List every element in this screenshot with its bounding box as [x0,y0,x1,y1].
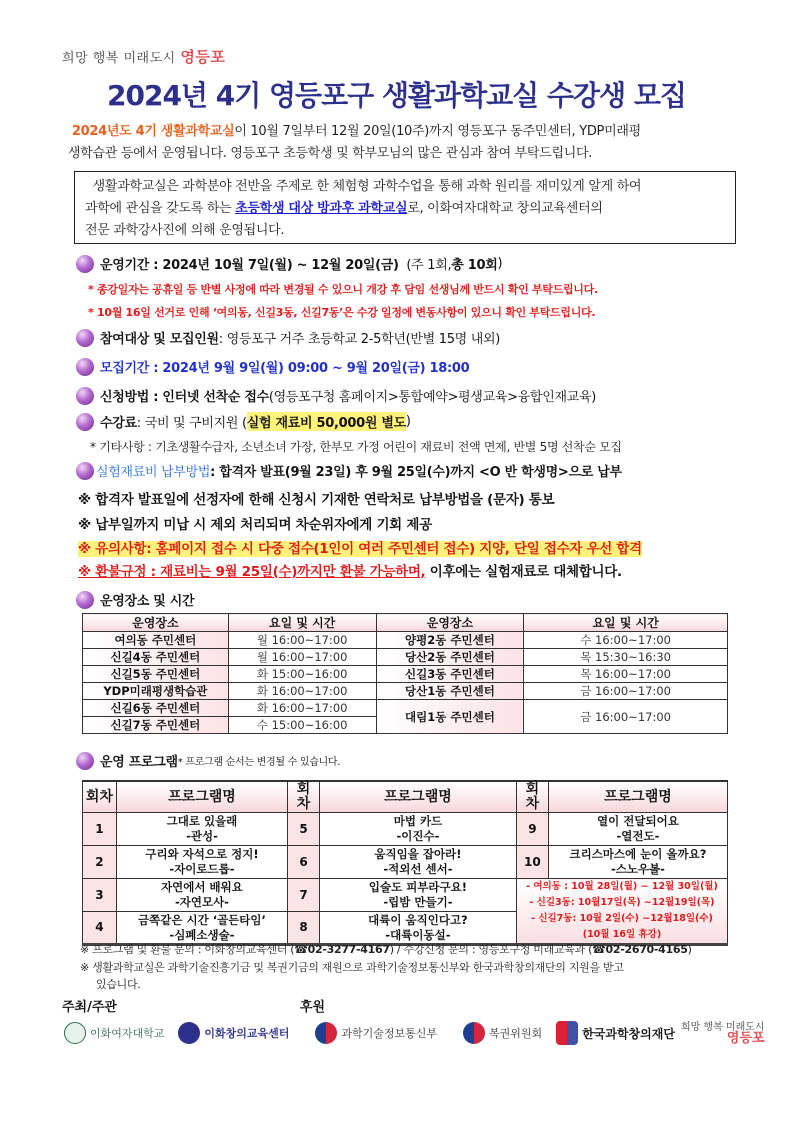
description-line2-pre: 과학에 관심을 갖도록 하는 [85,201,236,216]
program-title: 열이 전달되어요 [597,814,679,828]
time-cell: 목 15:30~16:30 [524,649,728,666]
time-cell: 목 16:00~17:00 [524,666,728,683]
logo-city: 영등포 [726,1030,765,1046]
logo-label: 과학기술정보통신부 [341,1027,438,1040]
logo-msit [315,1022,437,1044]
program-cell [116,813,287,846]
round-cell: 5 [288,813,320,846]
header-program: 프로그램명 [116,781,287,813]
logo-yeongdeungpo [681,1022,765,1045]
program-cell [116,879,287,912]
refund-rest: 이후에는 실험재료로 대체합니다. [425,564,622,580]
place-cell: 신길4동 주민센터 [83,649,229,666]
schedule-note: (10월 16일 휴강) [582,929,662,940]
contact-phone-2: ☎02-2670-4165 [592,943,688,956]
period-note-1: * 종강일자는 공휴일 등 반별 사정에 따라 변경될 수 있으니 개강 후 담임 선생님께 반드시 확인 부탁드립니다. [88,283,598,296]
table-row [83,666,728,683]
fee-highlight: 실험 재료비 50,000원 별도 [247,412,406,431]
logo-label: 한국과학창의재단 [582,1026,675,1041]
time-cell: 월 16:00~17:00 [228,632,376,649]
recruit-label: 모집기간 : 2024년 9월 9일(월) 09:00 ~ 9월 20일(금) 18:00 [100,361,470,376]
logo-label: 희망 행복 미래도시 [680,1021,765,1033]
logo-label: 복권위원회 [489,1027,543,1040]
header-program: 프로그램명 [548,781,727,813]
place-cell: 당산2동 주민센터 [376,649,524,666]
locations-label: 운영장소 및 시간 [100,594,195,609]
caution-text: ※ 유의사항: 홈페이지 접수 시 다중 접수(1인이 여러 주민센터 접수) 지양, 단일 접수자 우선 합격 [78,541,642,557]
place-cell: 당산1동 주민센터 [376,683,524,700]
section-period [76,254,502,273]
round-cell: 1 [83,813,117,846]
section-fee [76,412,411,431]
refund-policy [78,560,622,580]
logo-kofac [556,1021,675,1045]
header-place: 운영장소 [376,614,524,632]
program-label: 운영 프로그램 [100,755,178,770]
contact-pre: ※ 프로그램 및 환불 문의 : 이화창의교육센터 ( [80,943,295,956]
schedule-note: - 신길3동: 10월17일(목) ~12월19일(목) [529,897,715,908]
program-title: 입술도 피부라구요! [368,880,467,894]
program-subtitle: -심폐소생술- [169,927,235,942]
fee-value: : 국비 및 구비지원 ( [136,416,247,431]
fee-etc-note: * 기타사항 : 기초생활수급자, 소년소녀 가장, 한부모 가정 어린이 재료비 전액 면제, 반별 5명 선착순 모집 [90,440,622,454]
intro-highlight: 2024년도 4기 생활과학교실 [71,124,235,139]
place-cell: 대림1동 주민센터 [376,700,524,734]
program-title: 자연에서 배워요 [161,880,243,894]
intro-line2: 생학습관 등에서 운영됩니다. 영등포구 초등학생 및 학부모님의 많은 관심과 참여 부탁드립니다. [68,146,593,161]
period-label: 운영기간 : 2024년 10월 7일(월) ~ 12월 20일(금) [100,258,399,273]
intro-line1: 이 10월 7일부터 12월 20일(10주)까지 영등포구 동주민센터, YDP미래평 [234,124,641,139]
apply-label: 신청방법 : 인터넷 선착순 접수 [100,390,269,405]
round-cell: 10 [516,846,548,879]
logo-ewha-university [64,1022,164,1044]
ewha-emblem-icon [64,1022,86,1044]
bullet-icon [76,358,94,376]
round-cell: 9 [516,813,548,846]
place-cell: 양평2동 주민센터 [376,632,524,649]
place-cell: 여의동 주민센터 [83,632,229,649]
slogan-prefix: 희망 행복 미래도시 [62,51,176,66]
table-row [83,700,728,717]
bullet-icon [76,413,94,431]
schedule-notes-cell [516,879,727,945]
program-cell [116,846,287,879]
period-extra-post: ) [497,256,503,271]
section-program [76,751,340,770]
payment-ref-2: ※ 납부일까지 미납 시 제외 처리되며 차순위자에게 기회 제공 [78,517,432,533]
section-payment [76,461,622,480]
program-subtitle: -이진수- [396,829,440,843]
contact-mid: ) / 수강신청 문의 : 영등포구청 미래교육과 ( [389,943,593,956]
fee-label: 수강료 [100,416,137,431]
sponsor-label: 후원 [300,1000,326,1015]
description-box [74,171,736,244]
section-locations [76,590,194,609]
time-cell: 수 15:00~16:00 [228,717,376,734]
program-title: 금쪽같은 시간 ‘골든타임’ [138,912,266,927]
description-line1: 생활과학교실은 과학분야 전반을 주제로 한 체험형 과학수업을 통해 과학 원리를 재미있게 알게 하여 [92,179,642,194]
period-extra-pre: (주 1회, [406,258,452,273]
funding-line-2: 있습니다. [96,978,141,991]
contact-info [80,941,692,957]
payment-value: : 합격자 발표(9월 23일) 후 9월 25일(수)까지 <O 반 학생명>으로 납부 [210,465,622,480]
program-subtitle: -열전도- [616,829,660,843]
program-note: * 프로그램 순서는 변경될 수 있습니다. [177,757,341,768]
program-subtitle: -적외선 센서- [383,862,453,876]
target-value: : 영등포구 거주 초등학교 2-5학년(반별 15명 내외) [218,332,501,347]
round-cell: 8 [288,912,320,945]
header-round: 회차 [516,781,548,813]
payment-label: 실험재료비 납부방법 [96,465,211,480]
time-cell: 화 16:00~17:00 [228,683,376,700]
header-time: 요일 및 시간 [228,614,376,632]
program-cell [319,813,516,846]
payment-ref-1: ※ 합격자 발표일에 선정자에 한해 신청시 기재한 연락처로 납부방법을 (문자) 통보 [78,492,555,508]
contact-phone-1: ☎02-3277-4167 [294,943,390,956]
program-subtitle: -대륙이동설- [385,927,451,942]
header-place: 운영장소 [83,614,229,632]
logo-label: 이화여자대학교 [90,1027,165,1040]
header-program: 프로그램명 [319,781,516,813]
taegeuk-icon [315,1022,337,1044]
description-line3: 전문 과학강사진에 의해 운영됩니다. [85,223,285,238]
place-cell: 신길6동 주민센터 [83,700,229,717]
program-title: 구리와 자석으로 정지! [145,847,259,861]
place-cell: 신길5동 주민센터 [83,666,229,683]
time-cell: 수 16:00~17:00 [524,632,728,649]
time-cell: 월 16:00~17:00 [228,649,376,666]
program-subtitle: -관성- [186,829,218,843]
program-cell [548,813,727,846]
table-row [83,649,728,666]
section-target [76,328,500,347]
page-title: 2024년 4기 영등포구 생활과학교실 수강생 모집 [107,79,686,112]
time-cell: 금 16:00~17:00 [524,700,728,734]
city-slogan [62,46,225,67]
fee-close: ) [405,414,411,429]
logo-strip [64,1020,765,1046]
table-row [83,683,728,700]
place-cell: YDP미래평생학습관 [83,683,229,700]
round-cell: 6 [288,846,320,879]
program-cell [548,846,727,879]
ewha-center-icon [178,1022,200,1044]
bullet-icon [76,752,94,770]
program-cell [319,912,516,945]
time-cell: 금 16:00~17:00 [524,683,728,700]
refund-red: ※ 환불규정 : 재료비는 9월 25일(수)까지만 환불 가능하며, [78,564,426,580]
period-total: 총 10회 [451,258,498,273]
kofac-icon [556,1021,578,1045]
locations-table [82,613,728,734]
program-subtitle: -립밤 만들기- [383,895,453,909]
time-cell: 화 15:00~16:00 [228,666,376,683]
program-subtitle: -자이로드롭- [169,862,235,876]
program-cell [319,879,516,912]
round-cell: 2 [83,846,117,879]
header-round: 회차 [288,781,320,813]
slogan-city: 영등포 [180,48,226,66]
table-row [83,813,728,846]
target-program-link: 초등학생 대상 방과후 과학교실 [235,201,408,216]
program-title: 마법 카드 [393,814,443,828]
logo-label: 이화창의교육센터 [204,1027,290,1040]
bullet-icon [76,462,94,480]
program-subtitle: -스노우볼- [610,862,665,876]
program-title: 그대로 있을래 [166,814,238,828]
time-cell: 화 16:00~17:00 [228,700,376,717]
schedule-note: - 여의동 : 10월 28일(월) ~ 12월 30일(월) [526,881,718,892]
schedule-note: - 신길7동: 10월 2일(수) ~12월18일(수) [531,913,713,924]
round-cell: 7 [288,879,320,912]
program-title: 움직임을 잡아라! [374,847,462,861]
header-time: 요일 및 시간 [524,614,728,632]
bullet-icon [76,591,94,609]
table-row [83,632,728,649]
taegeuk-icon [463,1022,485,1044]
round-cell: 4 [83,912,117,945]
section-apply [76,386,596,405]
period-note-2: * 10월 16일 선거로 인해 ‘여의동, 신길3동, 신길7동’은 수강 일정에 변동사항이 있으니 확인 부탁드립니다. [88,306,596,319]
table-row [83,879,728,912]
apply-value: (영등포구청 홈페이지>통합예약>평생교육>융합인재교육) [268,390,596,405]
bullet-icon [76,255,94,273]
program-subtitle: -자연모사- [174,895,229,909]
logo-ewha-center [178,1022,289,1044]
program-title: 크리스마스에 눈이 올까요? [569,847,707,861]
program-table [82,780,728,946]
table-header-row [83,614,728,632]
bullet-icon [76,387,94,405]
host-label: 주최/주관 [62,1000,117,1015]
funding-line-1: ※ 생활과학교실은 과학기술진흥기금 및 복권기금의 재원으로 과학기술정보통신부와 한국과학창의재단의 지원을 받고 [80,961,624,974]
table-header-row [83,781,728,813]
header-round: 회차 [83,781,117,813]
bullet-icon [76,329,94,347]
section-recruit [76,357,469,376]
intro-paragraph [68,121,738,165]
table-row [83,846,728,879]
place-cell: 신길7동 주민센터 [83,717,229,734]
target-label: 참여대상 및 모집인원 [100,332,219,347]
caution-notice [78,537,642,557]
logo-lottery-commission [463,1022,542,1044]
program-cell [319,846,516,879]
program-cell [116,912,287,945]
description-line2-post: 로, 이화여자대학교 창의교육센터의 [407,201,603,216]
contact-post: ) [687,943,692,956]
round-cell: 3 [83,879,117,912]
program-title: 대륙이 움직인다고? [368,912,468,927]
place-cell: 신길3동 주민센터 [376,666,524,683]
